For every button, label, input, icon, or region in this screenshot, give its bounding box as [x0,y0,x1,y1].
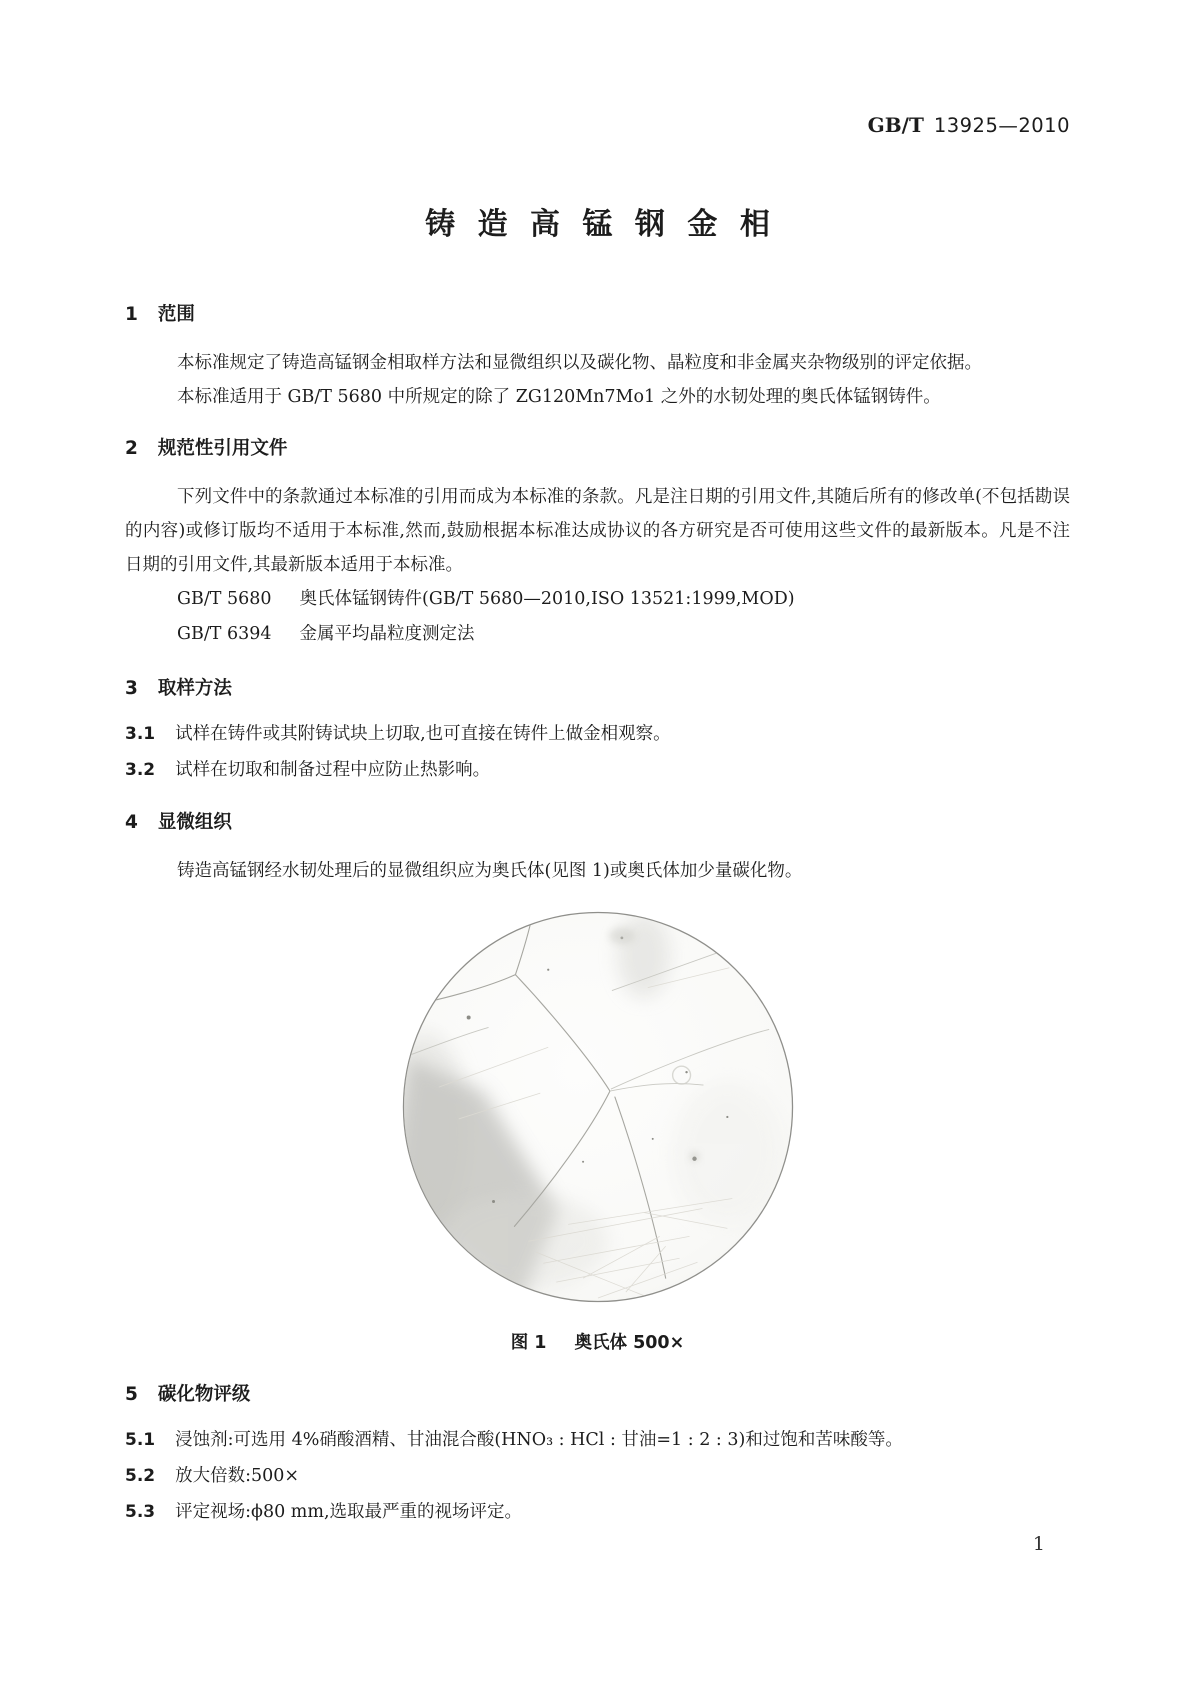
figure-1-label: 图 1 [510,1333,547,1353]
section-3-clauses [125,716,1070,788]
section-3-heading [125,676,1070,702]
reference-item [125,617,1070,652]
section-4-number: 4 [125,812,138,833]
normative-references-list [125,582,1070,652]
clause-3-2 [125,752,1070,788]
reference-code: GB/T 5680 [177,589,272,609]
section-5-clauses [125,1422,1070,1530]
standard-code-number: 13925—2010 [933,114,1070,137]
section-1-number: 1 [125,304,138,325]
section-3-title: 取样方法 [157,678,232,699]
section-2-title: 规范性引用文件 [157,438,288,459]
section-4-heading [125,810,1070,836]
section-1-paragraph-2: 本标准适用于 GB/T 5680 中所规定的除了 ZG120Mn7Mo1 之外的水韧处理的奥氏体锰钢铸件。 [177,387,941,407]
reference-title: 奥氏体锰钢铸件(GB/T 5680—2010,ISO 13521:1999,MOD) [299,589,795,609]
clause-5-3-text: 评定视场:ϕ80 mm,选取最严重的视场评定。 [175,1502,523,1522]
clause-5-2 [125,1458,1070,1494]
clause-3-1 [125,716,1070,752]
document-title: 铸 造 高 锰 钢 金 相 [425,207,776,242]
clause-5-2-text: 放大倍数:500× [175,1466,300,1486]
clause-3-2-number: 3.2 [125,760,156,780]
clause-5-2-number: 5.2 [125,1466,156,1486]
section-4-paragraph-1: 铸造高锰钢经水韧处理后的显微组织应为奥氏体(见图 1)或奥氏体加少量碳化物。 [177,861,803,881]
clause-3-1-number: 3.1 [125,724,156,744]
section-5-number: 5 [125,1384,138,1405]
clause-5-1-number: 5.1 [125,1430,156,1450]
figure-1 [125,908,1070,1306]
figure-1-caption-text: 奥氏体 500× [574,1333,685,1353]
section-2-number: 2 [125,438,138,459]
reference-item [125,582,1070,617]
reference-code: GB/T 6394 [177,624,272,644]
section-1-title: 范围 [157,304,195,325]
clause-5-1 [125,1422,1070,1458]
section-2-heading [125,436,1070,462]
section-3-number: 3 [125,678,138,699]
page-content [125,0,1070,1530]
clause-5-1-text: 浸蚀剂:可选用 4%硝酸酒精、甘油混合酸(HNO₃ : HCl : 甘油=1 : 2 : 3)和过饱和苦味酸等。 [175,1430,903,1450]
section-4-title: 显微组织 [157,812,232,833]
section-1-paragraph-1: 本标准规定了铸造高锰钢金相取样方法和显微组织以及碳化物、晶粒度和非金属夹杂物级别的评定依据。 [177,353,982,373]
clause-3-2-text: 试样在切取和制备过程中应防止热影响。 [175,760,491,780]
section-1-heading [125,302,1070,328]
page-number: 1 [1032,1533,1045,1555]
clause-5-3-number: 5.3 [125,1502,156,1522]
reference-title: 金属平均晶粒度测定法 [299,624,475,644]
figure-1-caption [125,1330,1070,1356]
clause-3-1-text: 试样在铸件或其附铸试块上切取,也可直接在铸件上做金相观察。 [175,724,671,744]
standard-code [125,112,1070,140]
section-2-paragraph-1: 下列文件中的条款通过本标准的引用而成为本标准的条款。凡是注日期的引用文件,其随后所有的修改单(不包括勘误的内容)或修订版均不适用于本标准,然而,鼓励根据本标准达成协议的各方研究是否可使用这些文件的最新版本。凡是不注日期的引用文件,其最新版本适用于本标准。 [125,487,1070,575]
section-5-title: 碳化物评级 [157,1384,251,1405]
standard-code-prefix: GB/T [867,113,924,137]
figure-1-micrograph [399,908,797,1306]
section-5-heading [125,1382,1070,1408]
clause-5-3 [125,1494,1070,1530]
